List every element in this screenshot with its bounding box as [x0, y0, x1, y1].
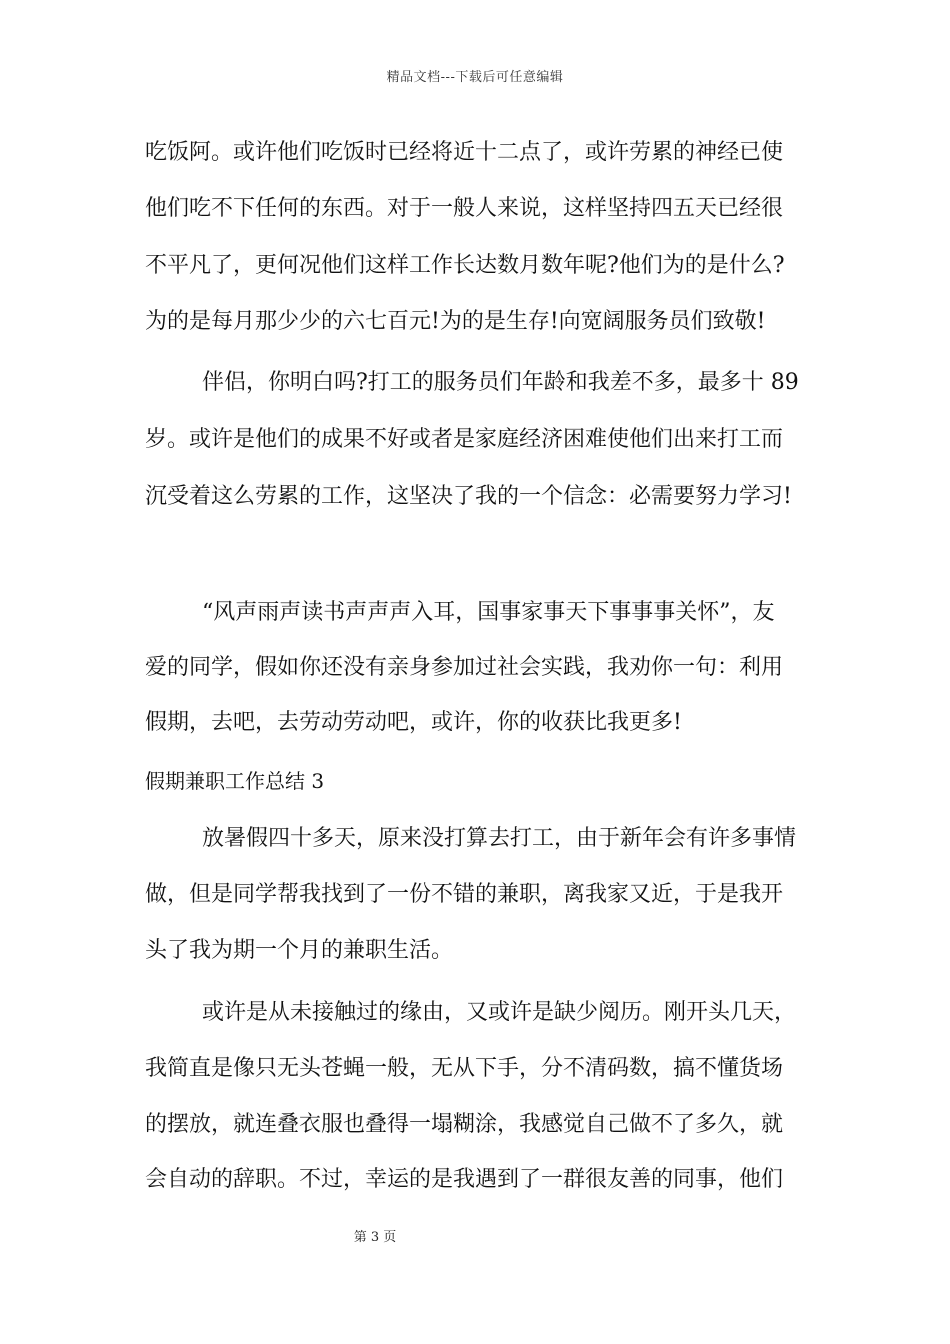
body-line: 岁。或许是他们的成果不好或者是家庭经济困难使他们出来打工而 [145, 427, 784, 452]
body-line: 放暑假四十多天，原来没打算去打工，由于新年会有许多事情 [202, 826, 797, 851]
body-line: 不平凡了，更何况他们这样工作长达数月数年呢?他们为的是什么? [145, 253, 785, 278]
body-line: 做，但是同学帮我找到了一份不错的兼职，离我家又近，于是我开 [145, 882, 784, 907]
section-heading: 假期兼职工作总结 3 [145, 769, 325, 793]
body-line: “风声雨声读书声声声入耳，国事家事天下事事事关怀”，友 [202, 600, 775, 625]
body-line: 的摆放，就连叠衣服也叠得一塌糊涂，我感觉自己做不了多久，就 [145, 1112, 784, 1137]
body-line: 爱的同学，假如你还没有亲身参加过社会实践，我劝你一句：利用 [145, 655, 784, 680]
body-line: 伴侣，你明白吗?打工的服务员们年龄和我差不多，最多十 89 [202, 370, 799, 395]
body-line: 他们吃不下任何的东西。对于一般人来说，这样坚持四五天已经很 [145, 196, 784, 221]
body-line: 沉受着这么劳累的工作，这坚决了我的一个信念：必需要努力学习! [145, 484, 792, 509]
body-line: 假期，去吧，去劳动劳动吧，或许，你的收获比我更多! [145, 710, 682, 735]
body-line: 会自动的辞职。不过，幸运的是我遇到了一群很友善的同事，他们 [145, 1167, 784, 1192]
body-line: 头了我为期一个月的兼职生活。 [145, 938, 454, 963]
body-line: 为的是每月那少少的六七百元!为的是生存!向宽阔服务员们致敬! [145, 309, 766, 334]
body-line: 我简直是像只无头苍蝇一般，无从下手，分不清码数，搞不懂货场 [145, 1056, 784, 1081]
page-number: 第 3 页 [353, 1230, 397, 1245]
page-header: 精品文档---下载后可任意编辑 [386, 70, 564, 85]
body-line: 或许是从未接触过的缘由，又或许是缺少阅历。刚开头几天， [202, 1000, 797, 1025]
body-line: 吃饭阿。或许他们吃饭时已经将近十二点了，或许劳累的神经已使 [145, 140, 784, 165]
